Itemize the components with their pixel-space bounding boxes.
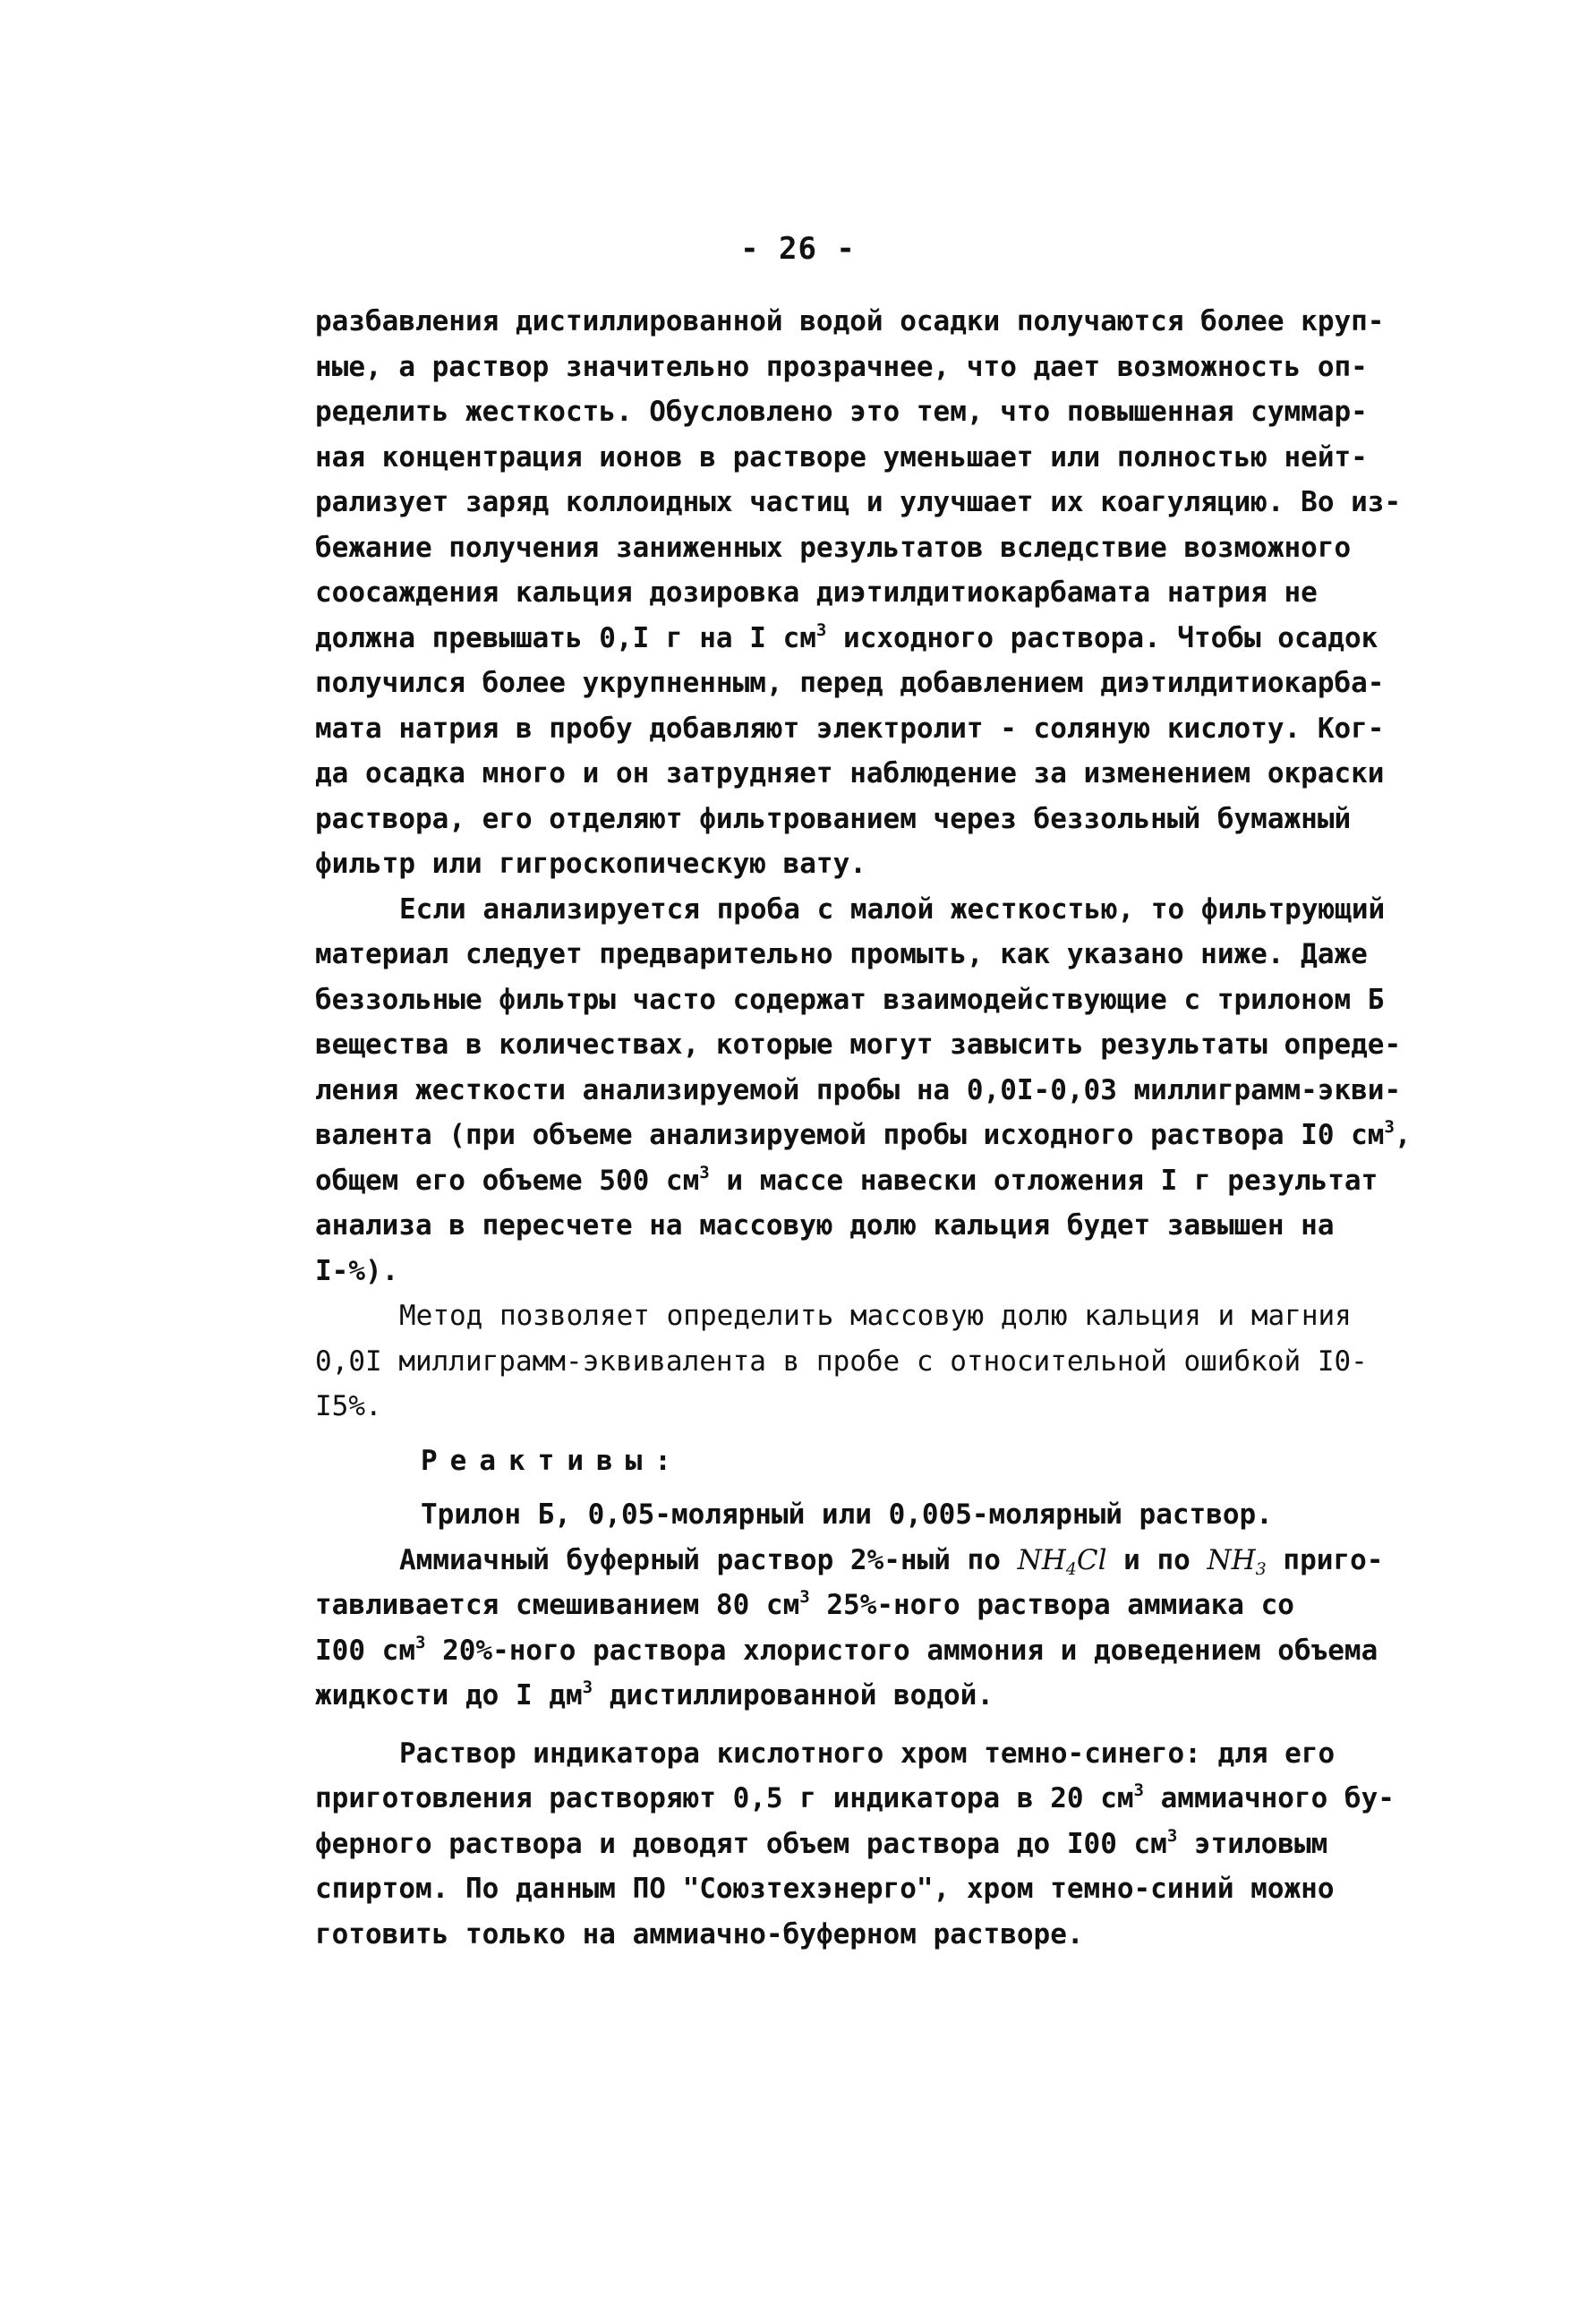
paragraph-5 xyxy=(315,1538,1470,1719)
spacer xyxy=(315,1719,1470,1731)
p2-line-2: материал следует предварительно промыть, как указано ниже. Даже xyxy=(315,938,1368,970)
p3-line-2: 0,0I миллиграмм-эквивалента в пробе с относительной ошибкой I0- xyxy=(315,1345,1368,1378)
p2-line-6: валента (при объеме анализируемой пробы исходного раствора I0 $см^3$, xyxy=(315,1117,1412,1151)
p1-line-9: получился более укрупненным, перед добавлением диэтилдитиокарба- xyxy=(315,667,1385,699)
body-text xyxy=(315,299,1470,1957)
p3-line-1: Метод позволяет определить массовую долю кальция и магния xyxy=(399,1300,1352,1332)
p1-line-7: соосаждения кальция дозировка диэтилдитиокарбамата натрия не xyxy=(315,576,1318,609)
subscript: 4 xyxy=(1065,1558,1077,1579)
p5-text-b: и по xyxy=(1123,1543,1191,1576)
p1-line-5: рализует заряд коллоидных частиц и улучшает их коагуляцию. Во из- xyxy=(315,486,1402,518)
p1-line-10: мата натрия в пробу добавляют электролит - соляную кислоту. Ког- xyxy=(315,712,1385,745)
p1-line-11: да осадка много и он затрудняет наблюдение за изменением окраски xyxy=(315,757,1385,790)
p6-line-3: ферного раствора и доводят объем раствора до I00 $см^3$ этиловым xyxy=(315,1825,1328,1860)
p6-line-1: Раствор индикатора кислотного хром темно-синего: для его xyxy=(399,1737,1336,1770)
paragraph-6 xyxy=(315,1731,1470,1958)
p2-line-8: анализа в пересчете на массовую долю кальция будет завышен на xyxy=(315,1209,1335,1242)
paragraph-5-line-1 xyxy=(315,1538,1470,1584)
p5-line-6: жидкости до I $дм^3$ дистиллированной водой. xyxy=(315,1678,994,1712)
paragraph-4: Трилон Б, 0,05-молярный или 0,005-молярный раствор. xyxy=(421,1498,1273,1531)
superscript: 3 xyxy=(414,1632,426,1652)
p1-line-13: фильтр или гигроскопическую вату. xyxy=(315,848,866,880)
paragraph-3 xyxy=(315,1293,1470,1430)
formula-nh3 xyxy=(1207,1543,1267,1579)
p2-line-4: вещества в количествах, которые могут завысить результаты опреде- xyxy=(315,1029,1402,1061)
p5-text-a: Аммиачный буферный раствор 2%-ный по xyxy=(399,1543,1001,1576)
p6-line-2: приготовления растворяют 0,5 г индикатора в 20 $см^3$ аммиачного бу- xyxy=(315,1780,1395,1814)
superscript: 3 xyxy=(1166,1825,1178,1846)
paragraph-2 xyxy=(315,887,1470,1294)
p2-line-9: I-%). xyxy=(315,1254,399,1287)
p2-line-5: ления жесткости анализируемой пробы на 0,0I-0,03 миллиграмм-экви- xyxy=(315,1073,1402,1106)
p1-line-12: раствора, его отделяют фильтрованием через беззольный бумажный xyxy=(315,802,1352,835)
p1-line-3: ределить жесткость. Обусловлено это тем, что повышенная суммар- xyxy=(315,396,1368,428)
p5-text-c: приго- xyxy=(1283,1543,1384,1576)
p5-line-4: тавливается смешиванием 80 $см^3$ 25%-ного раствора аммиака со xyxy=(315,1587,1294,1621)
superscript: 3 xyxy=(699,1162,710,1182)
p6-line-4: спиртом. По данным ПО "Союзтехэнерго", хром темно-синий можно xyxy=(315,1873,1335,1905)
superscript: 3 xyxy=(1384,1117,1395,1137)
spacer xyxy=(315,1483,1470,1492)
p6-line-5: готовить только на аммиачно-буферном растворе. xyxy=(315,1917,1084,1951)
p5-line-5: I00 $см^3$ 20%-ного раствора хлористого аммония и доведением объема xyxy=(315,1632,1378,1667)
formula-nh4cl-text: $NH_4Cl$ xyxy=(1017,1543,1107,1579)
p1-line-8: должна превышать 0,I г на I $см^3$ исходного раствора. Чтобы осадок xyxy=(315,619,1378,654)
p1-line-1: разбавления дистиллированной водой осадки получаются более круп- xyxy=(315,305,1385,337)
p1-line-6: бежание получения заниженных результатов вследствие возможного xyxy=(315,531,1352,564)
reagents-heading: Реактивы: xyxy=(421,1444,684,1477)
p1-line-4: ная концентрация ионов в растворе уменьшает или полностью нейт- xyxy=(315,440,1368,474)
superscript: 3 xyxy=(799,1587,810,1607)
p2-line-7: общем его объеме 500 $см^3$ и массе навески отложения I г результат xyxy=(315,1162,1378,1197)
paragraph-5-rest xyxy=(315,1583,1470,1719)
paragraph-1 xyxy=(315,299,1470,887)
p3-line-3: I5%. xyxy=(315,1390,382,1422)
superscript: 3 xyxy=(582,1678,593,1697)
formula-nh3-text: $NH_3$ xyxy=(1207,1543,1267,1579)
p2-line-3: беззольные фильтры часто содержат взаимодействующие с трилоном Б xyxy=(315,983,1385,1016)
superscript: 3 xyxy=(815,619,827,640)
page-number: - 26 - xyxy=(740,231,856,267)
spacer xyxy=(315,1430,1470,1438)
superscript: 3 xyxy=(1133,1780,1144,1800)
p2-line-1: Если анализируется проба с малой жесткостью, то фильтрующий xyxy=(399,892,1386,926)
p1-line-2: ные, а раствор значительно прозрачнее, что дает возможность оп- xyxy=(315,350,1368,383)
subscript: 3 xyxy=(1255,1558,1267,1579)
formula-nh4cl xyxy=(1017,1543,1107,1579)
